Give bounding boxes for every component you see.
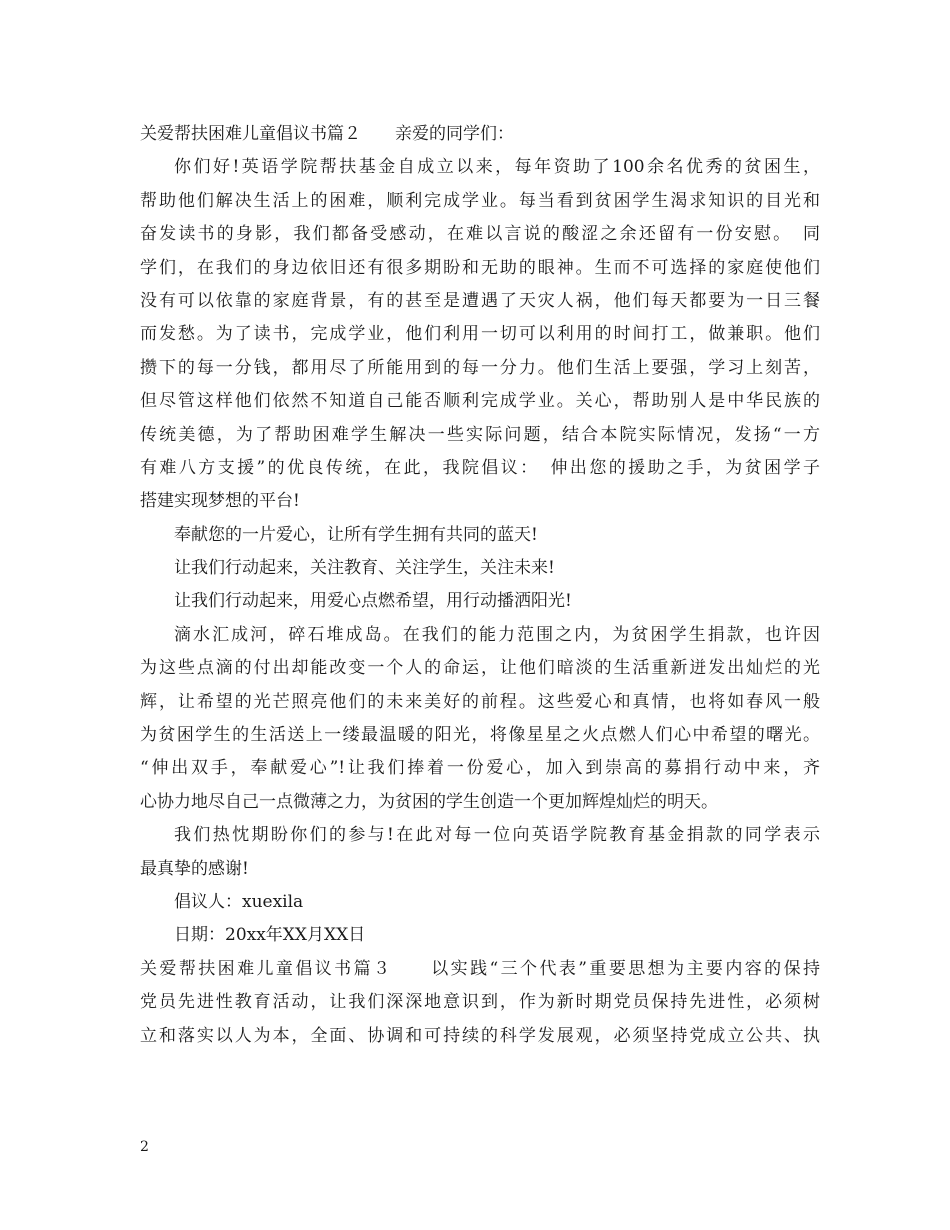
page-number: 2	[140, 1139, 149, 1155]
text-line: 日期：20xx年XX月XX日	[174, 925, 366, 946]
text-line: 最真挚的感谢!	[140, 858, 249, 879]
text-line: 你们好!英语学院帮扶基金自成立以来，每年资助了100余名优秀的贫困生，	[174, 157, 820, 178]
text-line: “伸出双手，奉献爱心”!让我们捧着一份爱心，加入到崇高的募捐行动中来，齐	[140, 758, 820, 779]
text-line: 有难八方支援”的优良传统，在此，我院倡议： 伸出您的援助之手，为贫困学子	[140, 457, 820, 478]
text-line: 关爱帮扶困难儿童倡议书篇２ 亲爱的同学们：	[140, 124, 514, 144]
text-line: 滴水汇成河，碎石堆成岛。在我们的能力范围之内，为贫困学生捐款，也许因	[174, 624, 820, 645]
text-line: 让我们行动起来，用爱心点燃希望，用行动播洒阳光!	[174, 591, 572, 612]
text-line: 奋发读书的身影，我们都备受感动，在难以言说的酸涩之余还留有一份安慰。 同	[140, 224, 820, 245]
text-line: 学们，在我们的身边依旧还有很多期盼和无助的眼神。生而不可选择的家庭使他们	[140, 257, 820, 278]
document-body	[140, 118, 820, 1053]
text-line: 为这些点滴的付出却能改变一个人的命运，让他们暗淡的生活重新迸发出灿烂的光	[140, 658, 820, 679]
text-line: 为贫困学生的生活送上一缕最温暖的阳光，将像星星之火点燃人们心中希望的曙光。	[140, 725, 820, 746]
text-line: 奉献您的一片爱心，让所有学生拥有共同的蓝天!	[174, 524, 538, 545]
text-line: 攒下的每一分钱，都用尽了所能用到的每一分力。他们生活上要强，学习上刻苦，	[140, 357, 820, 378]
text-line: 我们热忱期盼你们的参与!在此对每一位向英语学院教育基金捐款的同学表示	[174, 825, 820, 846]
text-line: 立和落实以人为本，全面、协调和可持续的科学发展观，必须坚持党成立公共、执	[140, 1025, 820, 1046]
text-line: 辉，让希望的光芒照亮他们的未来美好的前程。这些爱心和真情，也将如春风一般	[140, 691, 820, 712]
text-line: 但尽管这样他们依然不知道自己能否顺利完成学业。关心，帮助别人是中华民族的	[140, 391, 820, 412]
text-line: 党员先进性教育活动，让我们深深地意识到，作为新时期党员保持先进性，必须树	[140, 992, 820, 1013]
text-line: 搭建实现梦想的平台!	[140, 491, 300, 512]
text-line: 没有可以依靠的家庭背景，有的甚至是遭遇了天灾人祸，他们每天都要为一日三餐	[140, 290, 820, 311]
text-line: 传统美德，为了帮助困难学生解决一些实际问题，结合本院实际情况，发扬“一方	[140, 424, 820, 445]
text-line: 让我们行动起来，关注教育、关注学生，关注未来!	[174, 558, 555, 579]
text-line: 而发愁。为了读书，完成学业，他们利用一切可以利用的时间打工，做兼职。他们	[140, 324, 820, 345]
text-line: 帮助他们解决生活上的困难，顺利完成学业。每当看到贫困学生渴求知识的目光和	[140, 190, 820, 211]
text-line: 心协力地尽自己一点微薄之力，为贫困的学生创造一个更加辉煌灿烂的明天。	[140, 791, 718, 812]
text-line: 关爱帮扶困难儿童倡议书篇３ 以实践“三个代表”重要思想为主要内容的保持	[140, 958, 820, 979]
text-line: 倡议人：xuexila	[174, 891, 304, 912]
